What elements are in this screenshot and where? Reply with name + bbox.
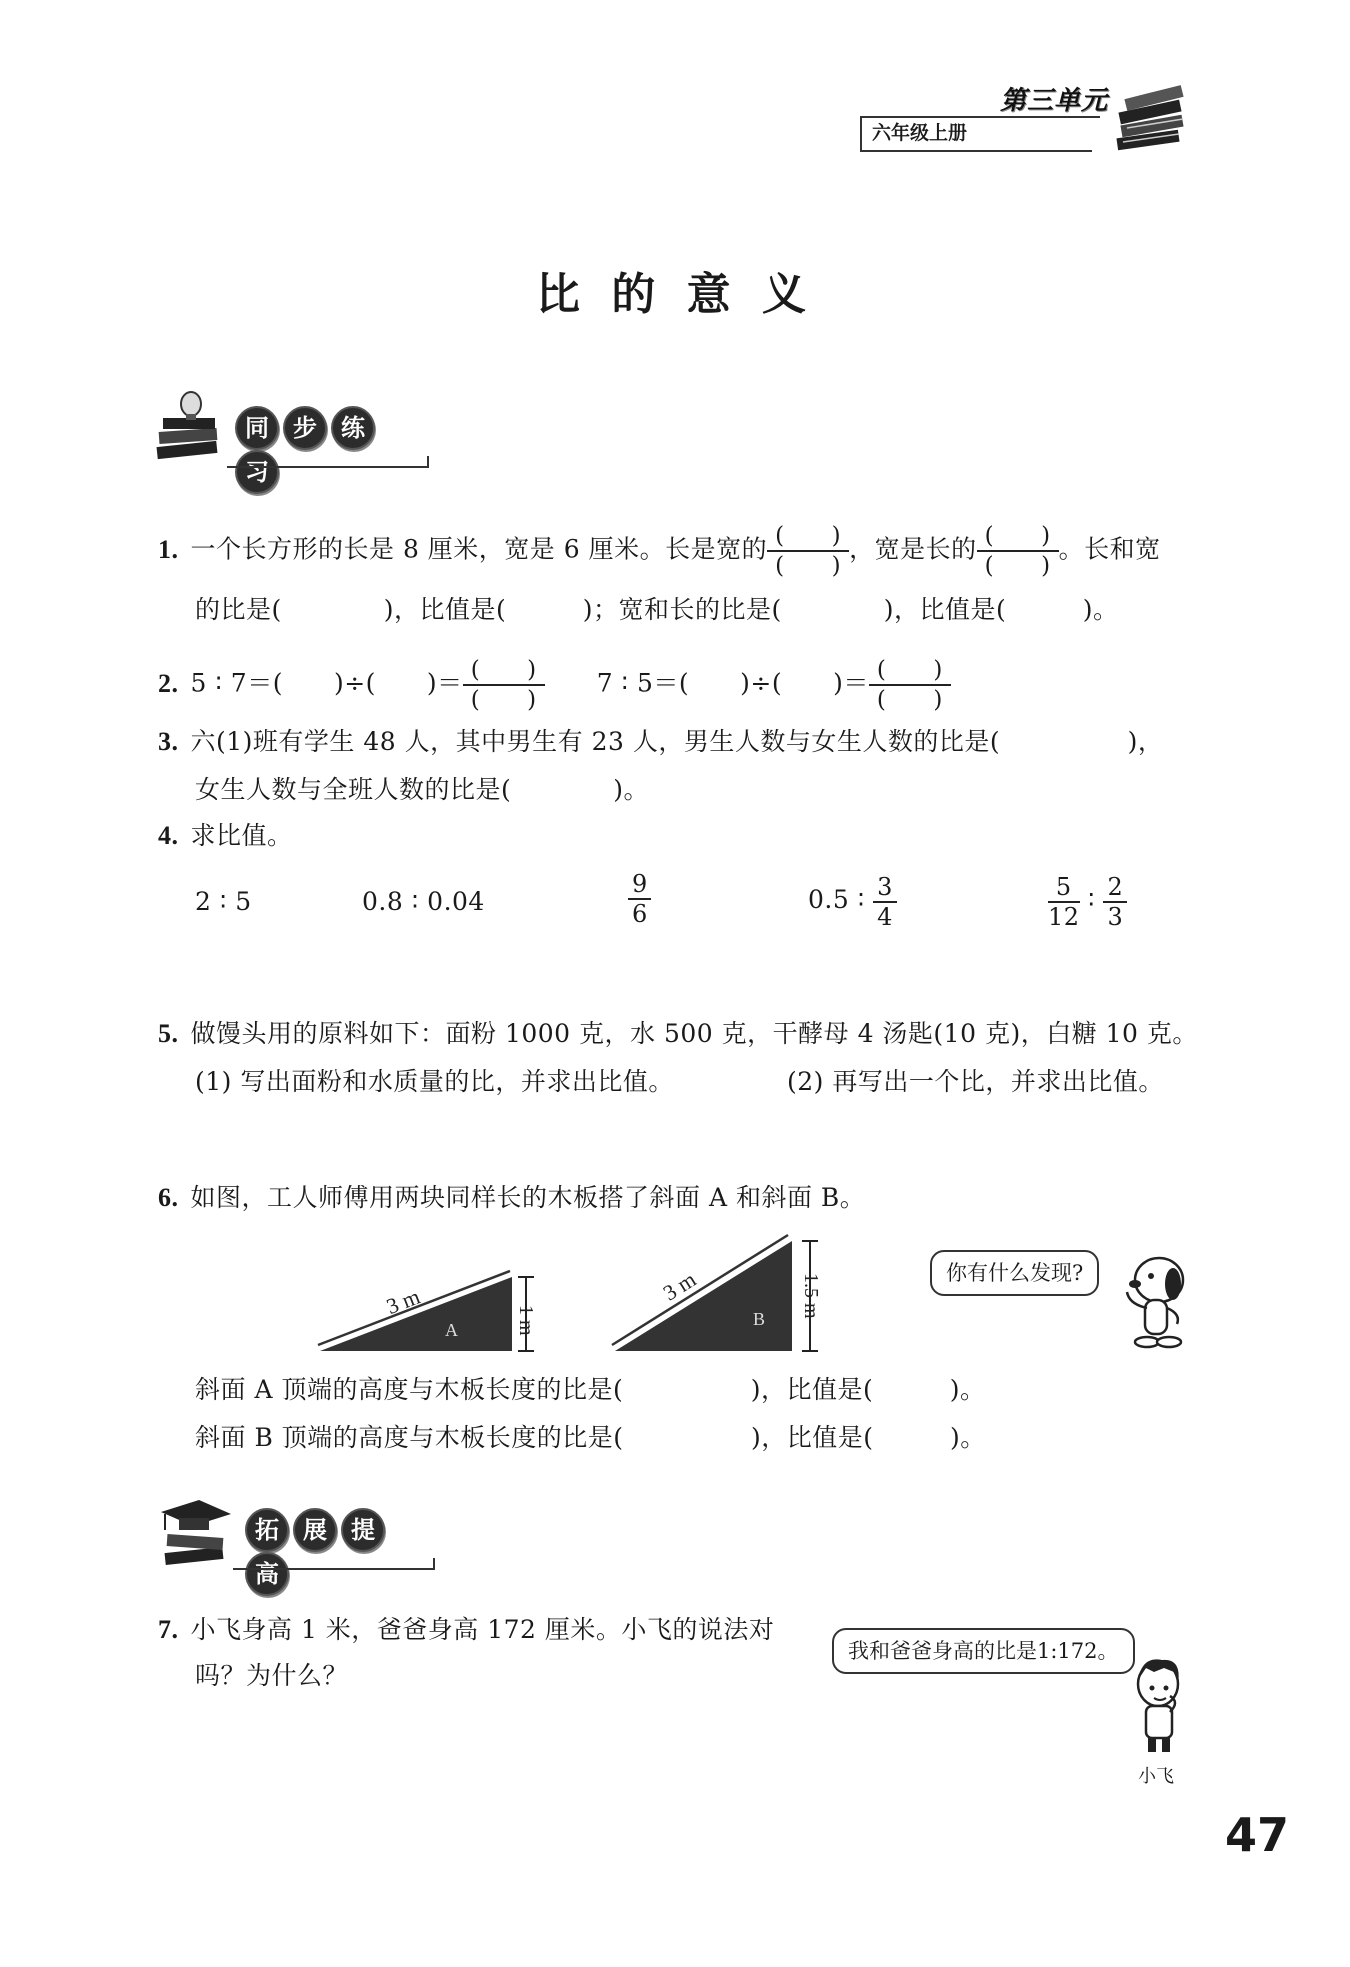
q1-line2: 的比是( )，比值是( )；宽和长的比是( )，比值是( )。 xyxy=(195,595,1119,624)
q2-fraction-blank-2[interactable] xyxy=(869,656,951,714)
badge-char: 拓 xyxy=(245,1508,289,1552)
q7-speech-bubble: 我和爸爸身高的比是1:172。 xyxy=(832,1628,1135,1674)
frac-bottom: ( ) xyxy=(984,553,1051,579)
unit-label: 第三单元 xyxy=(1000,86,1109,116)
badge-char: 高 xyxy=(245,1552,289,1596)
q1-fraction-blank-2[interactable] xyxy=(977,522,1059,580)
frac-bottom: ( ) xyxy=(470,687,537,713)
numerator: 5 xyxy=(1048,873,1080,903)
q1-text-c: 。长和宽 xyxy=(1058,534,1161,564)
badge-char: 练 xyxy=(331,406,375,450)
practice-banner xyxy=(155,398,425,486)
q4-prompt: 求比值。 xyxy=(190,821,293,850)
q5-number: 5. xyxy=(158,1019,179,1048)
q6-answer-b: 斜面 B 顶端的高度与木板长度的比是( )，比值是( )。 xyxy=(195,1423,986,1452)
grade-box xyxy=(860,116,1092,152)
slope-a-height: 1 m xyxy=(515,1305,537,1336)
slope-b-length: 3 m xyxy=(658,1266,701,1306)
grade-label: 六年级上册 xyxy=(872,122,968,144)
lamp-books-icon xyxy=(155,388,227,468)
fraction xyxy=(1048,873,1080,931)
header xyxy=(855,80,1195,160)
numerator: 9 xyxy=(628,870,651,900)
slopes-figure xyxy=(300,1225,840,1370)
q1-number: 1. xyxy=(158,534,179,564)
q4-item-2: 0.8 ∶ 0.04 xyxy=(362,887,485,916)
q5-text: 做馒头用的原料如下：面粉 1000 克，水 500 克，干酵母 4 汤匙(10 克)，白糖 10 克。 xyxy=(190,1019,1198,1048)
badge-char: 展 xyxy=(293,1508,337,1552)
slope-b-shape xyxy=(615,1241,792,1351)
frac-top: ( ) xyxy=(767,522,849,552)
banner-underline xyxy=(233,1558,435,1570)
slope-b-label: B xyxy=(753,1309,766,1329)
page-number: 47 xyxy=(1225,1808,1290,1862)
q6-answer-a: 斜面 A 顶端的高度与木板长度的比是( )，比值是( )。 xyxy=(195,1375,986,1404)
badge-char: 提 xyxy=(341,1508,385,1552)
numerator: 2 xyxy=(1103,873,1127,903)
extend-banner xyxy=(155,1500,435,1588)
character-name: 小飞 xyxy=(1138,1766,1174,1787)
fraction xyxy=(1103,873,1127,931)
q7-text: 小飞身高 1 米，爸爸身高 172 厘米。小飞的说法对 xyxy=(190,1615,775,1644)
ratio-sep: ∶ xyxy=(1088,885,1096,914)
badge-char: 步 xyxy=(283,406,327,450)
practice-badges xyxy=(235,406,425,494)
q2-part1: 5 ∶ 7＝( )÷( )＝ xyxy=(190,668,463,698)
q1-text-a: 一个长方形的长是 8 厘米，宽是 6 厘米。长是宽的 xyxy=(190,534,768,564)
badge-char: 习 xyxy=(235,450,279,494)
q2-number: 2. xyxy=(158,668,179,698)
dog-character-icon xyxy=(1115,1250,1195,1360)
q4-line xyxy=(158,818,293,854)
q1-fraction-blank-1[interactable] xyxy=(767,522,849,580)
q7-line2: 吗？为什么？ xyxy=(195,1661,349,1690)
denominator: 3 xyxy=(1107,902,1124,931)
frac-top: ( ) xyxy=(463,656,545,686)
q6-number: 6. xyxy=(158,1183,179,1212)
fraction xyxy=(628,870,651,928)
q7-number: 7. xyxy=(158,1615,179,1644)
denominator: 6 xyxy=(632,900,648,928)
q5-line1 xyxy=(158,1016,1198,1052)
q1-text-b: ，宽是长的 xyxy=(849,534,977,564)
graduation-books-icon xyxy=(155,1494,231,1574)
q4-item-5 xyxy=(1048,870,1127,931)
q2-line xyxy=(158,656,951,714)
extend-badges xyxy=(245,1508,435,1596)
q4-item-4-prefix: 0.5 ∶ xyxy=(808,885,865,914)
q4-item-4 xyxy=(808,870,897,931)
q2-fraction-blank-1[interactable] xyxy=(463,656,545,714)
frac-bottom: ( ) xyxy=(775,553,842,579)
numerator: 3 xyxy=(873,873,897,903)
q4-item-3 xyxy=(628,870,651,928)
frac-top: ( ) xyxy=(869,656,951,686)
q6-line xyxy=(158,1180,865,1216)
q7-line1 xyxy=(158,1612,774,1648)
badge-char: 同 xyxy=(235,406,279,450)
q1-line1 xyxy=(158,522,1161,580)
denominator: 4 xyxy=(877,902,893,931)
frac-top: ( ) xyxy=(977,522,1059,552)
page-title: 比 的 意 义 xyxy=(536,269,814,320)
q4-number: 4. xyxy=(158,821,179,850)
q6-speech-bubble: 你有什么发现? xyxy=(930,1250,1099,1296)
q6-prompt: 如图，工人师傅用两块同样长的木板搭了斜面 A 和斜面 B。 xyxy=(190,1183,866,1212)
fraction xyxy=(873,873,897,931)
q3-text-1: 六(1)班有学生 48 人，其中男生有 23 人，男生人数与女生人数的比是( )， xyxy=(190,727,1164,756)
slope-a-length: 3 m xyxy=(382,1283,424,1319)
boy-character-icon xyxy=(1120,1650,1200,1760)
q3-number: 3. xyxy=(158,727,179,756)
banner-underline xyxy=(227,456,429,468)
frac-bottom: ( ) xyxy=(876,687,943,713)
q5-sub2: (2) 再写出一个比，并求出比值。 xyxy=(787,1067,1164,1096)
q5-sub1: (1) 写出面粉和水质量的比，并求出比值。 xyxy=(195,1067,674,1096)
q3-line2: 女生人数与全班人数的比是( )。 xyxy=(195,775,650,804)
slope-a-label: A xyxy=(445,1320,458,1340)
q3-line1 xyxy=(158,724,1163,760)
denominator: 12 xyxy=(1048,902,1080,931)
books-stack-icon xyxy=(1113,82,1193,162)
slope-b-height: 1.5 m xyxy=(800,1273,822,1319)
q4-item-1: 2 ∶ 5 xyxy=(195,887,252,916)
q2-part2: 7 ∶ 5＝( )÷( )＝ xyxy=(596,668,869,698)
